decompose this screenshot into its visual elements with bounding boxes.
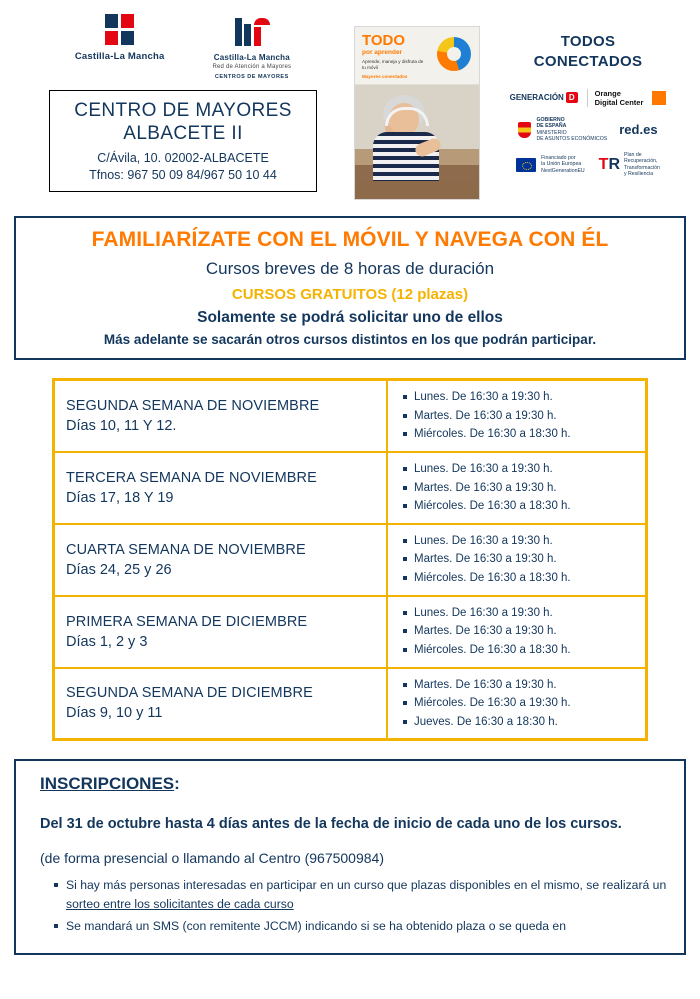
schedule-list <box>400 604 639 660</box>
course-poster-image <box>354 26 480 200</box>
course-free-badge: CURSOS GRATUITOS (12 plazas) <box>231 286 469 303</box>
week-cell <box>54 596 388 668</box>
poster-todo-text: TODO <box>362 32 406 49</box>
list-item: Miércoles. De 16:30 a 19:30 h. <box>414 694 639 713</box>
gobierno-line1: GOBIERNO <box>536 116 565 123</box>
note-text-underlined: sorteo entre los solicitantes de cada curso <box>66 896 294 911</box>
red-es-label: red.es <box>619 122 658 137</box>
inscripciones-notes-list <box>40 876 668 936</box>
note-text-pre: Si hay más personas interesadas en participar en un curso que plazas disponibles en el mismo, se realizará un <box>66 878 667 893</box>
week-cell <box>54 524 388 596</box>
prtr-mark-icon: TR <box>598 155 621 173</box>
centros-mayores-logo <box>212 14 291 80</box>
jccm-logo-caption: Castilla-La Mancha <box>74 51 165 62</box>
spain-coat-of-arms-icon <box>518 122 531 138</box>
list-item: Martes. De 16:30 a 19:30 h. <box>414 479 639 498</box>
week-days: Días 1, 2 y 3 <box>66 633 148 650</box>
table-row <box>54 524 647 596</box>
week-days: Días 9, 10 y 11 <box>66 705 163 722</box>
inscripciones-box <box>14 759 686 955</box>
prtr-text <box>624 152 660 178</box>
cm-logo-caption: Castilla-La Mancha <box>213 53 290 62</box>
schedule-cell <box>387 596 647 668</box>
centro-title-line2: ALBACETE II <box>123 123 243 145</box>
centro-info-box <box>49 90 317 192</box>
centro-phones: Tfnos: 967 50 09 84/967 50 10 44 <box>89 167 277 182</box>
centro-address: C/Ávila, 10. 02002-ALBACETE <box>97 150 269 165</box>
generacion-label: GENERACIÓN <box>509 93 564 102</box>
list-item: Miércoles. De 16:30 a 18:30 h. <box>414 641 639 660</box>
list-item: Martes. De 16:30 a 19:30 h. <box>414 407 639 426</box>
eu-line1: Financiado por <box>541 154 576 161</box>
week-days: Días 10, 11 Y 12. <box>66 417 177 434</box>
partner-logos-row <box>510 89 667 107</box>
weeks-table-body <box>54 380 647 740</box>
table-row <box>54 452 647 524</box>
poster-description-text: Aprende, maneja y disfruta de tu móvil <box>362 59 424 71</box>
orange-digital-center-logo <box>587 89 644 107</box>
week-cell <box>54 452 388 524</box>
jccm-coat-of-arms-icon <box>105 14 135 46</box>
list-item: Miércoles. De 16:30 a 18:30 h. <box>414 425 639 444</box>
schedule-cell <box>387 524 647 596</box>
list-item: Lunes. De 16:30 a 19:30 h. <box>414 604 639 623</box>
list-item: Miércoles. De 16:30 a 18:30 h. <box>414 497 639 516</box>
todos-conectados-heading <box>534 32 643 73</box>
week-name: PRIMERA SEMANA DE DICIEMBRE <box>66 613 308 630</box>
generacion-d-letter: D <box>566 92 578 103</box>
list-item: Martes. De 16:30 a 19:30 h. <box>414 550 639 569</box>
list-item: Martes. De 16:30 a 19:30 h. <box>414 676 639 695</box>
gobierno-line4: DE ASUNTOS ECONÓMICOS <box>536 136 608 142</box>
list-item: Martes. De 16:30 a 19:30 h. <box>414 622 639 641</box>
cm-logo-subcaption: Red de Atención a Mayores <box>212 64 292 70</box>
prtr-logo <box>599 152 660 178</box>
list-item <box>66 876 668 913</box>
donut-chart-icon <box>437 37 471 71</box>
list-item: Miércoles. De 16:30 a 18:30 h. <box>414 569 639 588</box>
inscripciones-title: INSCRIPCIONES <box>40 774 175 794</box>
schedule-cell <box>387 668 647 740</box>
course-more-later-note: Más adelante se sacarán otros cursos distintos en los que podrán participar. <box>103 332 597 347</box>
orange-line1: Orange <box>594 88 621 98</box>
header-left-column <box>18 14 348 192</box>
gobierno-text <box>536 117 607 143</box>
weeks-schedule-table <box>52 378 648 741</box>
cm-logo-tiny: CENTROS DE MAYORES <box>214 73 289 80</box>
todos-conectados-line1: TODOS <box>560 33 616 50</box>
schedule-list <box>400 532 639 588</box>
generacion-d-logo <box>510 92 578 103</box>
course-one-only-note: Solamente se podrá solicitar uno de ellos <box>197 309 503 326</box>
inscripciones-how: (de forma presencial o llamando al Centro (967500984) <box>40 850 384 867</box>
schedule-cell <box>387 380 647 452</box>
centro-title-line1: CENTRO DE MAYORES <box>74 99 292 121</box>
week-days: Días 24, 25 y 26 <box>66 561 172 578</box>
schedule-list <box>400 388 639 444</box>
table-row <box>54 380 647 452</box>
schedule-list <box>400 676 639 732</box>
header-right-column <box>494 14 682 178</box>
course-main-title: FAMILIARÍZATE CON EL MÓVIL Y NAVEGA CON ÉL <box>91 228 609 251</box>
prtr-line3: Transformación <box>624 164 660 171</box>
eu-funded-text <box>541 155 585 175</box>
prtr-line4: y Resiliencia <box>624 171 654 177</box>
schedule-list <box>400 460 639 516</box>
government-logos-row <box>518 117 657 143</box>
eu-line2: la Unión Europea <box>541 161 582 168</box>
orange-square-icon <box>652 91 666 105</box>
page-header <box>0 0 700 210</box>
cm-monogram-icon <box>231 14 273 48</box>
week-cell <box>54 668 388 740</box>
jccm-logo <box>75 14 165 62</box>
gobierno-de-espana-logo <box>518 117 607 143</box>
header-poster-column <box>354 26 482 200</box>
gobierno-line3: MINISTERIO <box>536 129 567 136</box>
list-item: Jueves. De 16:30 a 18:30 h. <box>414 713 639 732</box>
eu-funding-row <box>516 152 660 178</box>
week-days: Días 17, 18 Y 19 <box>66 489 174 506</box>
week-name: TERCERA SEMANA DE NOVIEMBRE <box>66 469 317 486</box>
poster-photo <box>355 85 479 199</box>
list-item: Lunes. De 16:30 a 19:30 h. <box>414 532 639 551</box>
table-row <box>54 668 647 740</box>
poster-tag-text: Mayores conectados <box>362 74 408 80</box>
list-item: Se mandará un SMS (con remitente JCCM) indicando si se ha obtenido plaza o se queda en <box>66 917 668 936</box>
gobierno-line2: DE ESPAÑA <box>536 123 567 129</box>
prtr-line1: Plan de <box>624 151 642 158</box>
inscripciones-colon: : <box>174 774 180 794</box>
schedule-cell <box>387 452 647 524</box>
poster-subtitle-text: por aprender <box>362 49 403 56</box>
list-item: Lunes. De 16:30 a 19:30 h. <box>414 388 639 407</box>
prtr-line2: Recuperación, <box>624 158 658 164</box>
course-title-box <box>14 216 686 360</box>
inscripciones-period: Del 31 de octubre hasta 4 días antes de la fecha de inicio de cada uno de los cursos. <box>40 816 622 833</box>
course-subtitle: Cursos breves de 8 horas de duración <box>205 259 495 278</box>
poster-header <box>355 27 479 85</box>
eu-line3: NextGenerationEU <box>541 167 585 174</box>
week-name: SEGUNDA SEMANA DE DICIEMBRE <box>66 685 313 702</box>
orange-line2: Digital Center <box>594 97 644 107</box>
eu-funded-logo <box>516 155 585 175</box>
week-name: CUARTA SEMANA DE NOVIEMBRE <box>66 541 306 558</box>
eu-flag-icon <box>516 158 536 172</box>
list-item: Lunes. De 16:30 a 19:30 h. <box>414 460 639 479</box>
table-row <box>54 596 647 668</box>
red-es-logo <box>619 122 657 137</box>
inscripciones-heading <box>40 774 668 794</box>
week-name: SEGUNDA SEMANA DE NOVIEMBRE <box>66 397 320 414</box>
todos-conectados-line2: CONECTADOS <box>533 53 643 71</box>
institution-logos <box>18 14 348 80</box>
week-cell <box>54 380 388 452</box>
